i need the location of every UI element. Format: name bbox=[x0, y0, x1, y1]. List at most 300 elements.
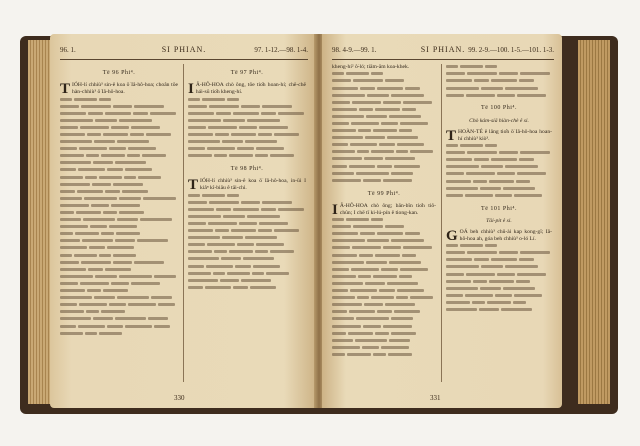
text-line bbox=[332, 163, 436, 170]
psalm-97-title: Tē 97 Phi⁴. bbox=[230, 70, 264, 76]
word-mark bbox=[499, 72, 518, 75]
left-header-title: SI PHIAN. bbox=[161, 45, 207, 54]
word-mark bbox=[402, 254, 416, 257]
word-mark bbox=[480, 187, 501, 190]
word-mark bbox=[485, 144, 497, 147]
word-mark bbox=[88, 112, 103, 115]
word-mark bbox=[446, 94, 464, 97]
word-mark bbox=[366, 115, 387, 118]
word-mark bbox=[214, 250, 227, 253]
word-mark bbox=[259, 126, 288, 129]
word-mark bbox=[60, 239, 80, 242]
word-mark bbox=[332, 157, 362, 160]
text-line bbox=[332, 231, 436, 238]
word-mark bbox=[81, 261, 111, 264]
word-mark bbox=[397, 289, 424, 292]
word-mark bbox=[375, 332, 389, 335]
word-mark bbox=[479, 308, 499, 311]
text-line bbox=[60, 103, 178, 110]
text-line bbox=[188, 221, 306, 228]
word-mark bbox=[101, 310, 125, 313]
word-mark bbox=[134, 261, 164, 264]
word-mark bbox=[373, 353, 386, 356]
word-mark bbox=[125, 325, 152, 328]
word-mark bbox=[332, 79, 351, 82]
word-mark bbox=[391, 172, 413, 175]
word-mark bbox=[113, 261, 132, 264]
word-mark bbox=[60, 168, 76, 171]
word-mark bbox=[367, 239, 389, 242]
psalm-98-title: Tē 98 Phi⁴. bbox=[230, 166, 264, 173]
word-mark bbox=[107, 246, 134, 249]
word-mark bbox=[107, 168, 123, 171]
page-edges-left bbox=[28, 40, 50, 404]
word-mark bbox=[229, 250, 253, 253]
word-mark bbox=[278, 208, 304, 211]
word-mark bbox=[134, 105, 164, 108]
drop-cap: T bbox=[188, 177, 199, 194]
word-mark bbox=[446, 79, 472, 82]
word-mark bbox=[332, 115, 364, 118]
word-mark bbox=[332, 346, 360, 349]
word-mark bbox=[366, 261, 387, 264]
psalm-100-body-lines bbox=[446, 143, 552, 200]
word-mark bbox=[78, 168, 105, 171]
psalm-99-body-lines bbox=[332, 217, 436, 359]
word-mark bbox=[332, 218, 344, 221]
word-mark bbox=[505, 165, 538, 168]
text-line bbox=[60, 118, 178, 125]
word-mark bbox=[261, 112, 276, 115]
text-line bbox=[332, 224, 436, 231]
word-mark bbox=[363, 179, 381, 182]
word-mark bbox=[188, 154, 212, 157]
word-mark bbox=[446, 251, 465, 254]
word-mark bbox=[239, 222, 257, 225]
word-mark bbox=[332, 261, 364, 264]
word-mark bbox=[247, 119, 280, 122]
text-line bbox=[60, 323, 178, 330]
word-mark bbox=[367, 94, 389, 97]
word-mark bbox=[60, 211, 74, 214]
word-mark bbox=[383, 101, 401, 104]
word-mark bbox=[446, 258, 472, 261]
word-mark bbox=[332, 150, 355, 153]
word-mark bbox=[375, 108, 400, 111]
word-mark bbox=[128, 303, 156, 306]
word-mark bbox=[505, 87, 538, 90]
word-mark bbox=[76, 211, 101, 214]
word-mark bbox=[188, 265, 204, 268]
word-mark bbox=[60, 275, 93, 278]
word-mark bbox=[389, 339, 410, 342]
word-mark bbox=[188, 243, 205, 246]
text-line bbox=[446, 293, 552, 300]
word-mark bbox=[513, 301, 526, 304]
word-mark bbox=[60, 161, 91, 164]
word-mark bbox=[385, 225, 404, 228]
word-mark bbox=[60, 204, 89, 207]
left-column-1 bbox=[60, 64, 178, 386]
word-mark bbox=[60, 261, 79, 264]
word-mark bbox=[465, 194, 493, 197]
word-mark bbox=[474, 258, 489, 261]
word-mark bbox=[60, 332, 83, 335]
word-mark bbox=[113, 183, 143, 186]
word-mark bbox=[517, 172, 546, 175]
word-mark bbox=[151, 296, 172, 299]
word-mark bbox=[150, 112, 176, 115]
word-mark bbox=[154, 325, 170, 328]
word-mark bbox=[332, 310, 347, 313]
psalm-101-subtitle: Tāi-pit ê si. bbox=[486, 217, 512, 224]
psalm-100-text: HOÀN-TÉ ê lâng tio̍h ō͘ Iâ-hô-hoa hoan-hí chhiù³ kiò³. bbox=[458, 128, 552, 142]
word-mark bbox=[473, 180, 487, 183]
word-mark bbox=[480, 287, 501, 290]
text-line bbox=[60, 160, 178, 167]
text-line bbox=[60, 132, 178, 139]
word-mark bbox=[216, 208, 231, 211]
word-mark bbox=[86, 154, 99, 157]
word-mark bbox=[188, 201, 207, 204]
word-mark bbox=[497, 172, 515, 175]
text-line bbox=[60, 252, 178, 259]
psalm-97-text: Â-HÔ-HOA chò ông, tōe tio̍h hoan-hí; chē-chē hái-sū tio̍h kheng-hí. bbox=[195, 82, 306, 96]
word-mark bbox=[351, 122, 379, 125]
psalm-99-opening bbox=[332, 203, 436, 217]
text-line bbox=[446, 278, 552, 285]
word-mark bbox=[379, 289, 395, 292]
word-mark bbox=[133, 112, 148, 115]
word-mark bbox=[332, 122, 349, 125]
word-mark bbox=[349, 310, 375, 313]
word-mark bbox=[202, 194, 225, 197]
word-mark bbox=[188, 279, 218, 282]
word-mark bbox=[81, 105, 111, 108]
word-mark bbox=[209, 201, 239, 204]
word-mark bbox=[446, 287, 478, 290]
word-mark bbox=[391, 317, 413, 320]
word-mark bbox=[466, 273, 495, 276]
word-mark bbox=[503, 187, 535, 190]
word-mark bbox=[519, 79, 534, 82]
word-mark bbox=[60, 268, 86, 271]
word-mark bbox=[90, 225, 107, 228]
word-mark bbox=[400, 122, 428, 125]
text-line bbox=[446, 157, 552, 164]
text-line bbox=[60, 196, 178, 203]
word-mark bbox=[472, 301, 485, 304]
word-mark bbox=[332, 136, 363, 139]
word-mark bbox=[60, 183, 90, 186]
word-mark bbox=[332, 87, 358, 90]
text-line bbox=[332, 267, 436, 274]
word-mark bbox=[467, 72, 497, 75]
word-mark bbox=[111, 126, 129, 129]
text-line bbox=[332, 295, 436, 302]
word-mark bbox=[519, 158, 534, 161]
word-mark bbox=[89, 246, 105, 249]
text-line bbox=[332, 107, 436, 114]
word-mark bbox=[245, 236, 277, 239]
text-line bbox=[188, 242, 306, 249]
text-line bbox=[60, 281, 178, 288]
word-mark bbox=[514, 194, 542, 197]
word-mark bbox=[270, 250, 294, 253]
word-mark bbox=[119, 275, 152, 278]
word-mark bbox=[410, 150, 433, 153]
text-line bbox=[60, 259, 178, 266]
word-mark bbox=[94, 296, 115, 299]
word-mark bbox=[371, 150, 394, 153]
text-line bbox=[332, 238, 436, 245]
text-line bbox=[188, 214, 306, 221]
word-mark bbox=[467, 151, 497, 154]
word-mark bbox=[505, 265, 538, 268]
word-mark bbox=[259, 222, 288, 225]
word-mark bbox=[117, 296, 149, 299]
text-line bbox=[60, 309, 178, 316]
word-mark bbox=[410, 296, 433, 299]
text-line bbox=[60, 139, 178, 146]
word-mark bbox=[262, 105, 292, 108]
word-mark bbox=[356, 172, 389, 175]
word-mark bbox=[481, 165, 503, 168]
text-line bbox=[446, 264, 552, 271]
right-column-1 bbox=[332, 64, 436, 386]
psalm-97-body-lines bbox=[188, 96, 306, 160]
word-mark bbox=[227, 98, 239, 101]
word-mark bbox=[247, 215, 280, 218]
text-line bbox=[332, 71, 436, 78]
text-line bbox=[188, 139, 306, 146]
word-mark bbox=[223, 119, 245, 122]
word-mark bbox=[252, 272, 264, 275]
psalm-100-title: Tē 100 Phi⁴. bbox=[481, 105, 517, 112]
word-mark bbox=[60, 303, 77, 306]
word-mark bbox=[381, 346, 409, 349]
word-mark bbox=[220, 279, 239, 282]
word-mark bbox=[446, 165, 479, 168]
word-mark bbox=[332, 72, 344, 75]
word-mark bbox=[466, 94, 495, 97]
word-mark bbox=[358, 129, 371, 132]
word-mark bbox=[60, 225, 88, 228]
word-mark bbox=[231, 133, 256, 136]
text-line bbox=[188, 96, 306, 103]
text-line bbox=[60, 174, 178, 181]
word-mark bbox=[253, 265, 280, 268]
psalm-98-cont-lines bbox=[332, 71, 436, 185]
word-mark bbox=[95, 275, 117, 278]
word-mark bbox=[460, 65, 483, 68]
word-mark bbox=[389, 115, 421, 118]
word-mark bbox=[99, 332, 122, 335]
text-line bbox=[60, 295, 178, 302]
word-mark bbox=[188, 222, 206, 225]
word-mark bbox=[227, 194, 239, 197]
word-mark bbox=[85, 176, 97, 179]
word-mark bbox=[115, 161, 146, 164]
word-mark bbox=[387, 136, 418, 139]
word-mark bbox=[229, 154, 253, 157]
word-mark bbox=[405, 87, 420, 90]
word-mark bbox=[446, 265, 479, 268]
word-mark bbox=[332, 254, 357, 257]
word-mark bbox=[137, 239, 168, 242]
text-line bbox=[332, 99, 436, 106]
word-mark bbox=[60, 289, 85, 292]
word-mark bbox=[355, 339, 387, 342]
left-page bbox=[50, 34, 316, 408]
word-mark bbox=[347, 353, 371, 356]
word-mark bbox=[208, 126, 237, 129]
text-line bbox=[188, 192, 306, 199]
word-mark bbox=[383, 246, 401, 249]
text-line bbox=[332, 245, 436, 252]
psalm-98-opening bbox=[188, 178, 306, 192]
word-mark bbox=[446, 144, 458, 147]
word-mark bbox=[495, 294, 512, 297]
word-mark bbox=[389, 261, 421, 264]
text-line bbox=[188, 228, 306, 235]
word-mark bbox=[362, 346, 379, 349]
word-mark bbox=[460, 244, 483, 247]
word-mark bbox=[60, 176, 83, 179]
text-line bbox=[332, 345, 436, 352]
text-line bbox=[60, 330, 178, 337]
word-mark bbox=[125, 168, 152, 171]
word-mark bbox=[188, 236, 220, 239]
word-mark bbox=[60, 133, 85, 136]
text-line bbox=[188, 278, 306, 285]
text-line bbox=[188, 249, 306, 256]
word-mark bbox=[109, 303, 126, 306]
text-line bbox=[446, 286, 552, 293]
word-mark bbox=[446, 151, 465, 154]
word-mark bbox=[351, 268, 379, 271]
word-mark bbox=[188, 208, 214, 211]
word-mark bbox=[207, 243, 235, 246]
text-line bbox=[446, 271, 552, 278]
word-mark bbox=[222, 140, 243, 143]
word-mark bbox=[92, 183, 111, 186]
word-mark bbox=[239, 126, 257, 129]
open-book bbox=[20, 30, 618, 416]
text-line bbox=[332, 170, 436, 177]
word-mark bbox=[93, 317, 113, 320]
text-line bbox=[188, 207, 306, 214]
drop-cap: T bbox=[446, 127, 457, 144]
word-mark bbox=[360, 87, 375, 90]
word-mark bbox=[359, 254, 373, 257]
word-mark bbox=[491, 258, 517, 261]
word-mark bbox=[107, 325, 123, 328]
word-mark bbox=[474, 79, 489, 82]
text-line bbox=[446, 143, 552, 150]
word-mark bbox=[332, 246, 350, 249]
text-line bbox=[188, 103, 306, 110]
text-line bbox=[446, 92, 552, 99]
text-line bbox=[446, 78, 552, 85]
word-mark bbox=[60, 105, 79, 108]
word-mark bbox=[188, 286, 203, 289]
psalm-98-body-lines bbox=[188, 192, 306, 291]
word-mark bbox=[497, 94, 515, 97]
word-mark bbox=[188, 105, 207, 108]
word-mark bbox=[86, 310, 99, 313]
text-line bbox=[446, 193, 552, 200]
word-mark bbox=[397, 143, 424, 146]
word-mark bbox=[400, 268, 428, 271]
word-mark bbox=[131, 126, 160, 129]
word-mark bbox=[517, 94, 546, 97]
word-mark bbox=[446, 273, 464, 276]
word-mark bbox=[95, 119, 117, 122]
word-mark bbox=[105, 268, 131, 271]
word-mark bbox=[332, 332, 346, 335]
text-line bbox=[60, 110, 178, 117]
word-mark bbox=[213, 272, 225, 275]
text-line bbox=[332, 178, 436, 185]
word-mark bbox=[402, 108, 416, 111]
word-mark bbox=[332, 94, 365, 97]
text-line bbox=[60, 181, 178, 188]
word-mark bbox=[363, 325, 381, 328]
right-page-header bbox=[332, 44, 554, 58]
word-mark bbox=[119, 197, 141, 200]
word-mark bbox=[332, 232, 358, 235]
word-mark bbox=[385, 303, 415, 306]
word-mark bbox=[188, 133, 213, 136]
word-mark bbox=[446, 72, 465, 75]
word-mark bbox=[79, 147, 107, 150]
word-mark bbox=[60, 98, 72, 101]
word-mark bbox=[332, 165, 347, 168]
word-mark bbox=[74, 254, 97, 257]
word-mark bbox=[371, 296, 394, 299]
word-mark bbox=[99, 176, 122, 179]
text-line bbox=[446, 164, 552, 171]
word-mark bbox=[115, 317, 146, 320]
word-mark bbox=[138, 176, 161, 179]
text-line bbox=[332, 316, 436, 323]
text-line bbox=[60, 153, 178, 160]
text-line bbox=[188, 256, 306, 263]
word-mark bbox=[60, 296, 92, 299]
word-mark bbox=[113, 254, 136, 257]
word-mark bbox=[60, 317, 91, 320]
text-line bbox=[332, 217, 436, 224]
word-mark bbox=[60, 154, 84, 157]
word-mark bbox=[111, 282, 129, 285]
word-mark bbox=[332, 129, 356, 132]
word-mark bbox=[332, 172, 354, 175]
word-mark bbox=[115, 239, 135, 242]
word-mark bbox=[99, 98, 111, 101]
word-mark bbox=[237, 147, 254, 150]
word-mark bbox=[130, 133, 144, 136]
page-edges-right bbox=[578, 40, 610, 404]
text-line bbox=[446, 307, 552, 314]
word-mark bbox=[245, 140, 277, 143]
word-mark bbox=[491, 158, 517, 161]
text-line bbox=[446, 185, 552, 192]
word-mark bbox=[83, 218, 115, 221]
word-mark bbox=[256, 243, 284, 246]
left-page-number: 330 bbox=[174, 394, 185, 402]
text-line bbox=[446, 243, 552, 250]
